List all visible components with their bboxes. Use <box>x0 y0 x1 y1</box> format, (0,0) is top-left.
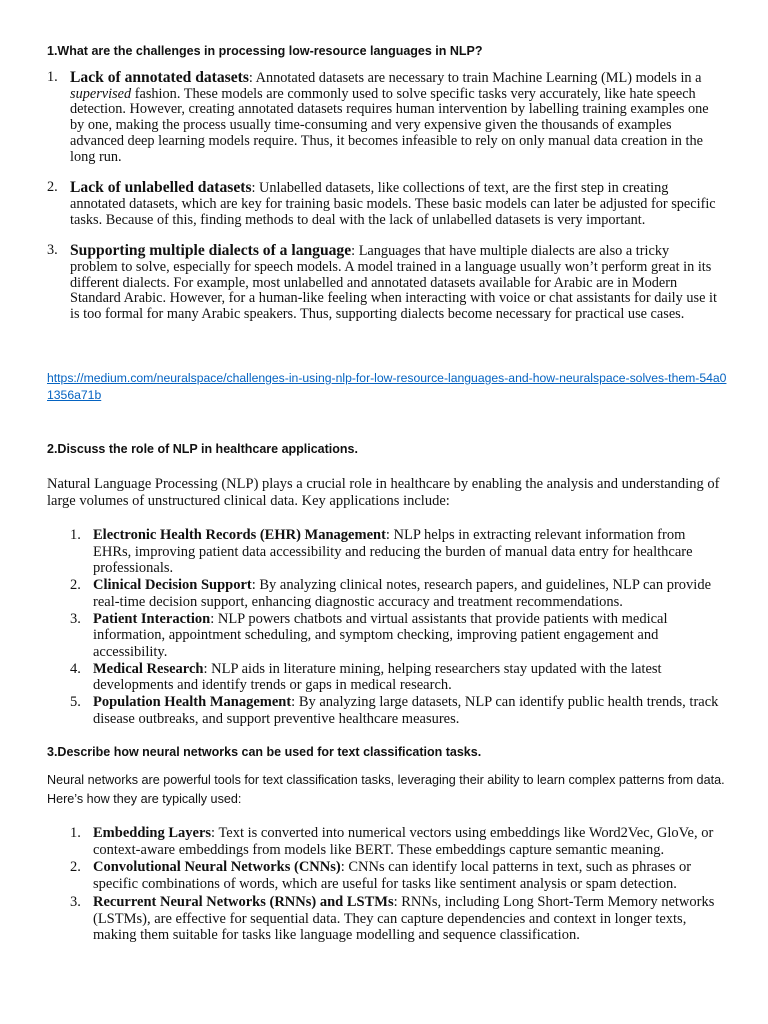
list-number: 2. <box>70 859 81 876</box>
list-number: 1. <box>70 527 81 543</box>
item-title: Supporting multiple dialects of a language <box>70 242 352 260</box>
list-number: 4. <box>70 660 81 677</box>
item-title: Population Health Management <box>93 694 292 711</box>
item-text: : NLP powers chatbots and virtual assistants that provide patients with medical information, appointment scheduling, and symptom checking, improving patient engagement and accessibility. <box>93 610 668 660</box>
item-emphasis: supervised <box>70 85 132 102</box>
list-item <box>47 70 719 165</box>
list-item <box>70 527 720 577</box>
list-item <box>70 661 720 694</box>
item-title: Lack of annotated datasets <box>70 69 249 86</box>
item-text: : NLP helps in extracting relevant information from EHRs, improving patient data accessibility and reducing the burden of manual data entry for healthcare professionals. <box>93 527 693 577</box>
list-item <box>70 694 720 727</box>
item-text: : By analyzing clinical notes, research papers, and guidelines, NLP can provide real-time decision support, enhancing diagnostic accuracy and treatment recommendations. <box>93 577 712 610</box>
item-title: Recurrent Neural Networks (RNNs) and LSTMs <box>93 893 394 910</box>
neural-networks-intro: Neural networks are powerful tools for text classification tasks, leveraging their ability to learn complex patterns from data. Here’s how they are typically used: <box>47 773 725 806</box>
list-item <box>70 611 720 661</box>
healthcare-list <box>70 527 720 727</box>
item-text: : By analyzing large datasets, NLP can identify public health trends, track disease outbreaks, and support preventive healthcare measures. <box>93 694 719 727</box>
item-title: Convolutional Neural Networks (CNNs) <box>93 859 341 876</box>
item-text: : CNNs can identify local patterns in text, such as phrases or specific combinations of words, which are useful for tasks like sentiment analysis or spam detection. <box>93 859 692 893</box>
item-title: Electronic Health Records (EHR) Management <box>93 527 386 543</box>
list-number: 2. <box>70 577 81 594</box>
item-text: : RNNs, including Long Short-Term Memory networks (LSTMs), are effective for sequential data. They can capture dependencies and context in longer texts, making them suitable for tasks like language modelling and sequence classification. <box>93 893 715 944</box>
item-title: Clinical Decision Support <box>93 577 252 594</box>
item-title: Patient Interaction <box>93 610 211 627</box>
list-number: 2. <box>47 179 58 196</box>
item-text: : Languages that have multiple dialects are also a tricky problem to solve, especially for speech models. A model trained in a language usually won’t perform great in its different dialects. For example, most unlabelled and annotated datasets available for Arabic are in Modern Standard Arabic. However, for a human-like feeling when interacting with voice or chat assistants for daily use it is too formal for many Arabic speakers. Thus, supporting dialects become necessary for practical use cases. <box>70 243 717 323</box>
list-number: 5. <box>70 694 81 711</box>
source-link[interactable]: https://medium.com/neuralspace/challenges-in-using-nlp-for-low-resource-languages-and-how-neuralspace-solves-them-54a01356a71b <box>47 371 727 402</box>
item-text: : Unlabelled datasets, like collections of text, are the first step in creating annotated datasets, which are key for training basic models. These basic models can later be adjusted for specific tasks. Because of this, finding methods to deal with the lack of unlabelled datasets is very important. <box>70 180 716 228</box>
list-number: 1. <box>47 69 58 85</box>
healthcare-intro: Natural Language Processing (NLP) plays a crucial role in healthcare by enabling the analysis and understanding of large volumes of unstructured clinical data. Key applications include: <box>47 476 720 509</box>
list-number: 3. <box>47 242 58 259</box>
item-text: : NLP aids in literature mining, helping researchers stay updated with the latest developments and identify trends or gaps in medical research. <box>93 660 662 694</box>
question-1-heading: 1.What are the challenges in processing low-resource languages in NLP? <box>47 44 483 58</box>
challenges-list <box>47 70 719 338</box>
list-item <box>70 859 720 892</box>
item-title: Embedding Layers <box>93 825 212 841</box>
list-item <box>47 243 719 323</box>
list-item <box>70 894 720 944</box>
item-title: Medical Research <box>93 660 204 677</box>
item-text: : Text is converted into numerical vectors using embeddings like Word2Vec, GloVe, or context-aware embeddings from models like BERT. These embeddings capture semantic meaning. <box>93 825 714 858</box>
list-number: 3. <box>70 893 81 910</box>
item-title: Lack of unlabelled datasets <box>70 179 252 197</box>
list-number: 1. <box>70 825 81 841</box>
question-3-heading: 3.Describe how neural networks can be used for text classification tasks. <box>47 745 482 759</box>
list-number: 3. <box>70 610 81 627</box>
list-item <box>47 180 719 228</box>
neural-networks-list <box>70 825 720 945</box>
item-text: : Annotated datasets are necessary to train Machine Learning (ML) models in a <box>248 70 702 86</box>
item-text: fashion. These models are commonly used to solve specific tasks very accurately, like hate speech detection. However, creating annotated datasets requires human intervention by labelling training examples one by one, making the process usually time-consuming and very expensive given the thousands of examples advanced deep learning models require. Thus, it becomes infeasible to rely on only manual data creation in the long run. <box>70 85 709 165</box>
list-item <box>70 577 720 610</box>
question-2-heading: 2.Discuss the role of NLP in healthcare applications. <box>47 442 358 456</box>
list-item <box>70 825 720 858</box>
